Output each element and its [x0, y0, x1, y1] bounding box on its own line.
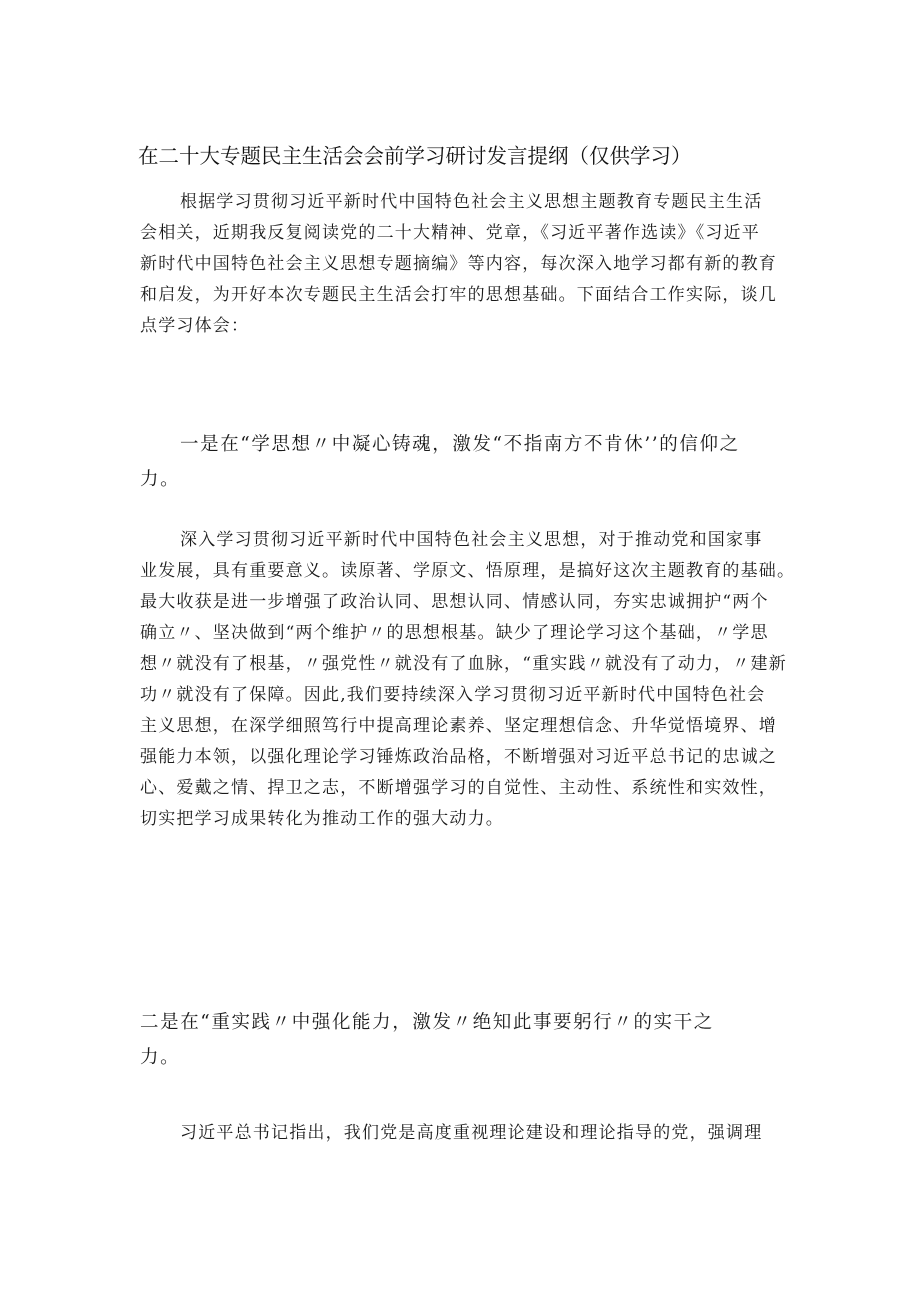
paragraph-line: 强能力本领，以强化理论学习锤炼政治品格，不断增强对习近平总书记的忠诚之 — [140, 747, 777, 767]
paragraph-line: 心、爱戴之情、捍卫之志，不断增强学习的自觉性、主动性、系统性和实效性， — [140, 778, 777, 798]
document-title: 在二十大专题民主生活会会前学习研讨发言提纲（仅供学习） — [138, 144, 692, 168]
paragraph-line: 根据学习贯彻习近平新时代中国特色社会主义思想主题教育专题民主生活 — [180, 192, 763, 212]
paragraph-line: 主义思想，在深学细照笃行中提高理论素养、坚定理想信念、升华觉悟境界、增 — [140, 716, 777, 736]
section-heading-1 — [140, 429, 788, 499]
paragraph-line: 点学习体会： — [140, 316, 250, 336]
intro-paragraph — [140, 187, 788, 342]
paragraph-line: 和启发，为开好本次专题民主生活会打牢的思想基础。下面结合工作实际，谈几 — [140, 285, 777, 305]
paragraph-line: 新时代中国特色社会主义思想专题摘编》等内容，每次深入地学习都有新的教育 — [140, 254, 777, 274]
paragraph-line: 深入学习贯彻习近平新时代中国特色社会主义思想，对于推动党和国家事 — [180, 530, 763, 550]
section-heading-2 — [140, 1007, 788, 1077]
body-paragraph — [140, 1118, 788, 1149]
paragraph-line: 功〃就没有了保障。因此,我们要持续深入学习贯彻习近平新时代中国特色社会 — [140, 685, 766, 705]
paragraph-line: 业发展，具有重要意义。读原著、学原文、悟原理，是搞好这次主题教育的基础。 — [140, 561, 796, 581]
body-paragraph — [140, 525, 796, 835]
paragraph-line: 最大收获是进一步增强了政治认同、思想认同、情感认同，夯实忠诚拥护“两个 — [140, 592, 769, 612]
paragraph-line: 确立〃、坚决做到“两个维护〃的思想根基。缺少了理论学习这个基础，〃学思 — [140, 623, 769, 643]
heading-line: 力。 — [140, 469, 181, 490]
paragraph-line: 会相关，近期我反复阅读党的二十大精神、党章，《习近平著作选读》《习近平 — [140, 223, 760, 243]
paragraph-line: 切实把学习成果转化为推动工作的强大动力。 — [140, 809, 504, 829]
heading-line: 力。 — [140, 1047, 181, 1068]
heading-line: 一是在“学思想〃中凝心铸魂，激发“不指南方不肯休’’的信仰之 — [180, 434, 740, 455]
paragraph-line: 想〃就没有了根基，〃强党性〃就没有了血脉，“重实践〃就没有了动力，〃建新 — [140, 654, 787, 674]
paragraph-line: 习近平总书记指出，我们党是高度重视理论建设和理论指导的党，强调理 — [180, 1123, 763, 1143]
heading-line: 二是在“重实践〃中强化能力，激发〃绝知此事要躬行〃的实干之 — [140, 1012, 714, 1033]
